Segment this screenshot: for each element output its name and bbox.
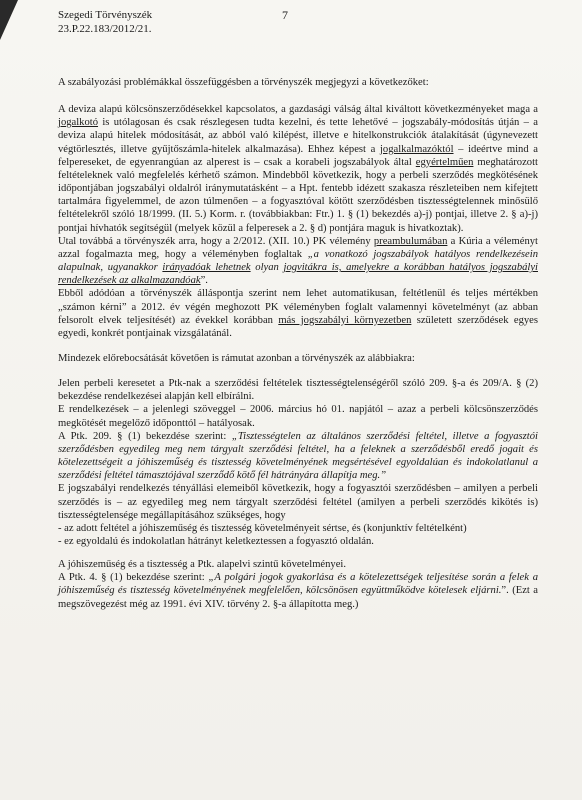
court-name: Szegedi Törvényszék — [58, 9, 153, 21]
text-run: más jogszabályi környezetben — [278, 314, 412, 326]
text-run: irányadóak lehetnek — [162, 262, 251, 274]
paragraph-foreign-currency-loans — [58, 103, 538, 235]
paragraph-conditions: E jogszabályi rendelkezés tényállási elemeiből következik, hogy a fogyasztói szerződésben – amilyen a perbeli szerződés is – az egyedileg meg nem tárgyalt szerződési feltétel (amilyen a perbeli szerződés kikötés is) tisztességtelensége megállapításához szükséges, hogy — [58, 483, 538, 521]
text-run: jogvitákra is, amelyekre a korábban hatályos jogszabályi rendelkezések az alkalmazandóak — [58, 262, 538, 287]
text-run: A Ptk. 4. § (1) bekezdése szerint: — [58, 572, 209, 584]
paragraph-pk-opinion — [58, 235, 538, 288]
text-run: olyan — [250, 262, 284, 274]
paragraph-ptk-209: Jelen perbeli keresetet a Ptk-nak a szerződési feltételek tisztességtelenségéről szóló 209. §-a és 209/A. § (2) bekezdése rendelkezései alapján kell elbírálni. — [58, 378, 538, 403]
paragraph-intro: A szabályozási problémákkal összefüggésben a törvényszék megjegyzi a következőket: — [58, 77, 429, 88]
text-run: meghatározott feltételeknek való megfelelés kérhető számon. Mindebből következik, hogy a perbeli szerződés megkötésének időpontjában jogszabályi oldalról iránymutatásként – a Hpt. fentebb idézett szakasza részleteiben nem kifejtett tartalmára figyelemmel, de azon túlmenően – a fogyasztóval kötött szerződésben tisztességtelennek minősülő feltételekről szóló 18/1999. (II. 5.) Korm. r. (továbbiakban: Ftr.) 1. § (1) bekezdés a)-j) pontjai, illetve 2. § a)-j) pontjai hívhatók segítségül (melyek közül a felperesek a 2. § d) pontjára maguk is hivatkoztak). — [58, 156, 538, 234]
text-run: egyértelműen — [415, 156, 474, 168]
text-run: ”. (Ezt a megszövegezést még az 1991. évi XIV. törvény 2. §-a állapította meg.) — [58, 585, 538, 610]
text-run: jogalkalmazóktól — [379, 143, 454, 155]
document-header — [58, 8, 152, 36]
paragraph-ptk-4-quote — [58, 571, 538, 610]
paragraph-condition-2: - ez egyoldalú és indokolatlan hátrányt keletkeztessen a fogyasztó oldalán. — [58, 536, 374, 547]
text-run: „a vonatkozó jogszabályok hatályos rendelkezésein alapulnak, ugyanakkor — [58, 248, 538, 274]
paragraph-condition-1: - az adott feltétel a jóhiszeműség és tisztesség követelményeit sértse, és (konjunktív feltételként) — [58, 522, 467, 534]
text-run: is utólagosan és csak részlegesen tudta kezelni, és tette lehetővé – jogszabály-módosítás útján – a deviza alapú hitelek módosítását, az abból való kilépést, illetve e hitelkonstrukciók átalakítását (úgynevezett végtörlesztés, illetve gyűjtőszámla-hitelek alkalmazása). Ehhez képest a — [58, 117, 538, 155]
paragraph-transition: Mindezek előrebocsátását követően is rámutat azonban a törvényszék az alábbiakra: — [58, 352, 415, 364]
page-number: 7 — [282, 8, 288, 22]
paragraph-consequence — [58, 287, 538, 340]
case-number: 23.P.22.183/2012/21. — [58, 23, 152, 35]
text-run: a Kúria a véleményt azzal fogalmazta meg, hogy a véleményben foglaltak — [58, 235, 538, 260]
text-run: A deviza alapú kölcsönszerződésekkel kapcsolatos, a gazdasági válság által kiváltott következményeket maga a — [58, 104, 538, 116]
text-run: „Tisztességtelen az általános szerződési feltétel, illetve a fogyasztói szerződésben egyedileg meg nem tárgyalt szerződési feltétel, ha a feleknek a szerződésből eredő jogait és kötelezettségeit a jóhiszeműség és tisztesség követelményének megsértésével egyoldalúan és indokolatlanul a szerződési feltétel támasztójával szerződő kötő fél hátrányára állapítja meg.” — [58, 430, 538, 482]
text-run: A Ptk. 209. § (1) bekezdése szerint: — [58, 430, 232, 442]
document-body — [58, 76, 538, 611]
text-run: „A polgári jogok gyakorlása és a kötelezettségek teljesítése során a felek a jóhiszeműség és tisztesség követelményének megfelelően, kölcsönösen együttműködve kötelesek eljárni. — [58, 572, 538, 597]
paragraph-good-faith: A jóhiszeműség és a tisztesség a Ptk. alapelvi szintű követelményei. — [58, 559, 347, 571]
text-run: – ideértve mind a felpereseket, de egyenrangúan az alperest is – csak a korabeli jogszabályok által — [58, 143, 538, 168]
text-run: Ebből adódóan a törvényszék álláspontja szerint nem lehet automatikusan, feltétlenül és teljes mértékben „számon kérni” a 2012. év végén meghozott PK véleményben foglalt valamennyi követelményt (az abban felsorolt elvek teljesítését) az évekkel korábban — [58, 288, 538, 326]
text-run: született szerződések egyes egyedi, konkrét pontjainak vizsgálatánál. — [58, 314, 538, 339]
text-run: jogalkotó — [58, 117, 99, 129]
text-run: preambulumában — [373, 235, 448, 247]
page-corner-shadow — [0, 0, 18, 40]
text-run: ”. — [200, 275, 208, 287]
paragraph-effective-date: E rendelkezések – a jelenlegi szöveggel – 2006. március hó 01. napjától – azaz a perbeli kölcsönszerződés megkötését megelőző időponttól – hatályosak. — [58, 404, 538, 429]
paragraph-ptk-209-quote — [58, 430, 538, 483]
text-run: Utal továbbá a törvényszék arra, hogy a 2/2012. (XII. 10.) PK vélemény — [58, 235, 374, 247]
